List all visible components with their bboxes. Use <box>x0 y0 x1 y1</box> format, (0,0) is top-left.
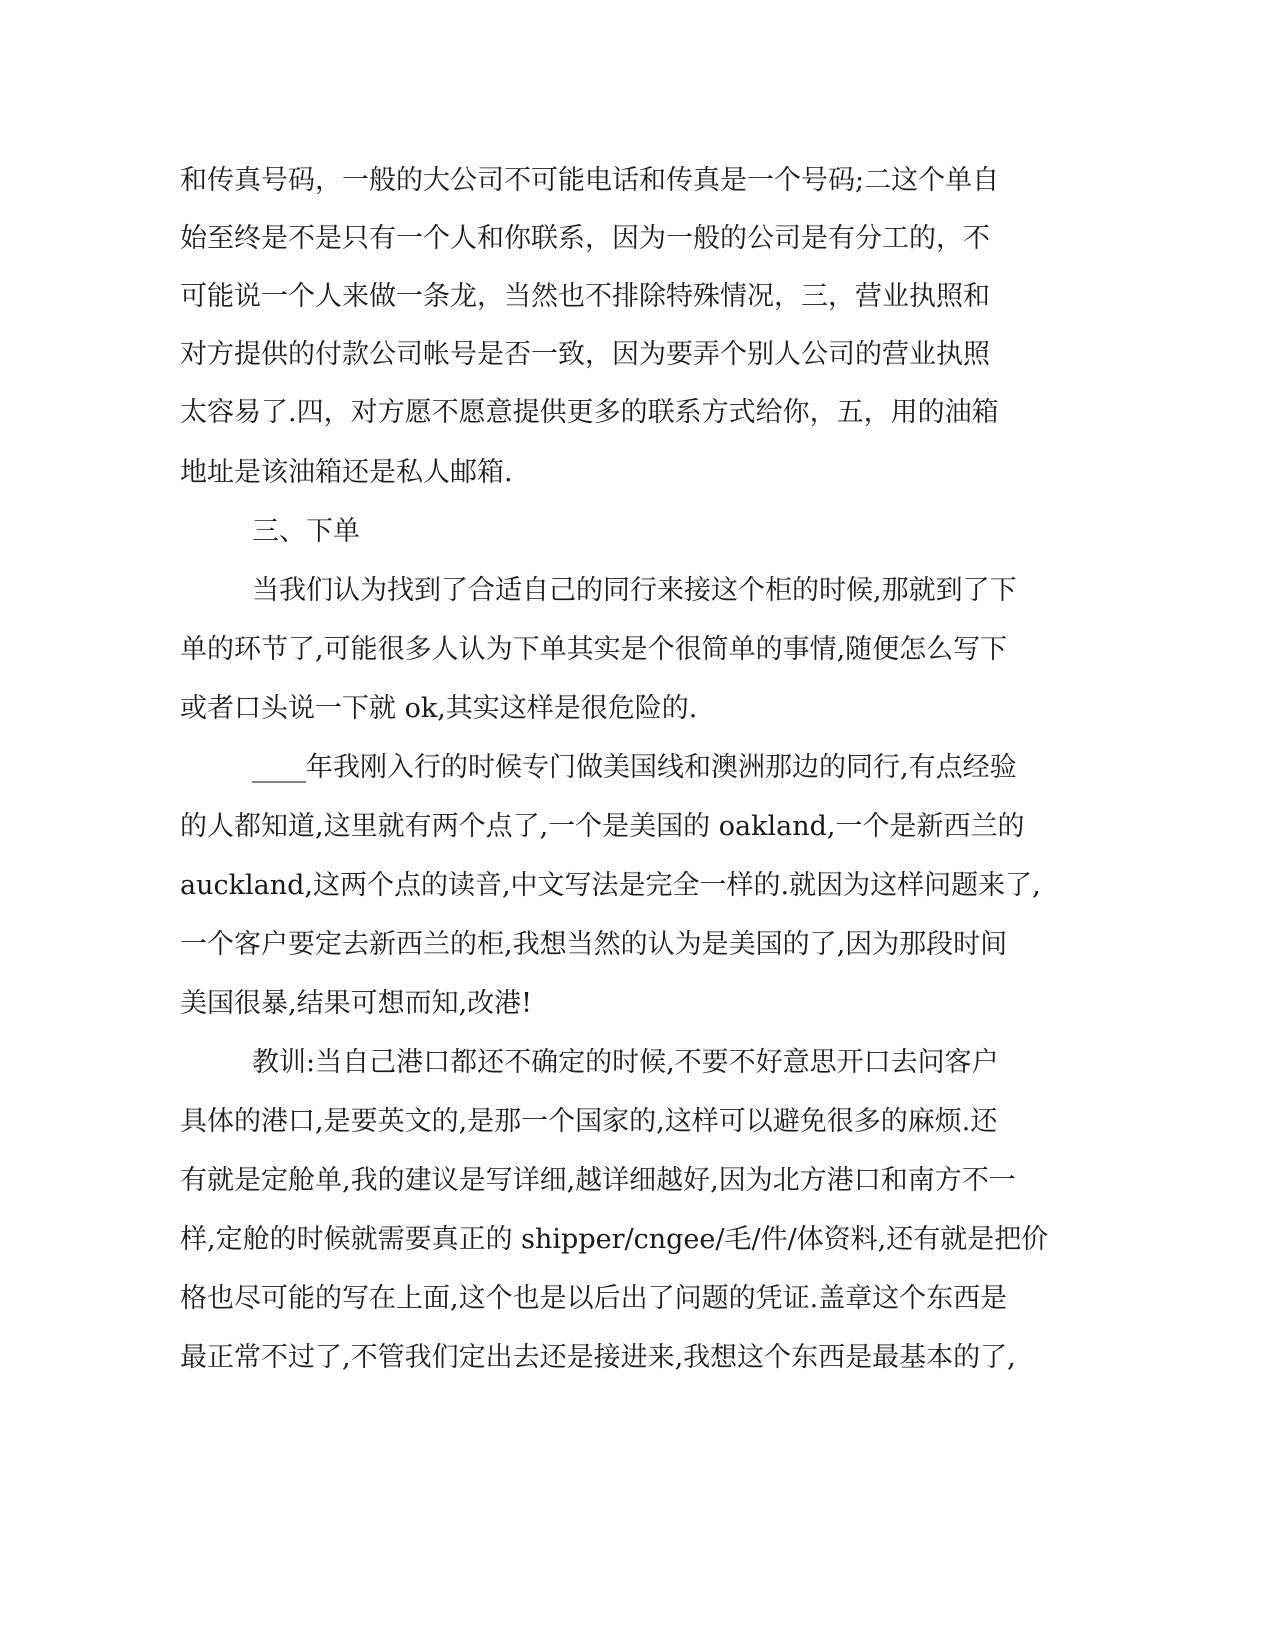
text-line-9: 单的环节了,可能很多人认为下单其实是个很简单的事情,随便怎么写下 <box>180 634 1008 665</box>
text-line-18: 有就是定舱单,我的建议是写详细,越详细越好,因为北方港口和南方不一 <box>180 1165 1016 1196</box>
text-line-4: 对方提供的付款公司帐号是否一致，因为要弄个别人公司的营业执照 <box>180 339 990 370</box>
text-line-3: 可能说一个人来做一条龙，当然也不排除特殊情况，三，营业执照和 <box>180 281 990 312</box>
text-line-16: 教训:当自己港口都还不确定的时候,不要不好意思开口去问客户 <box>252 1047 999 1078</box>
text-line-19: 样,定舱的时候就需要真正的 shipper/cngee/毛/件/体资料,还有就是把价 <box>180 1224 1049 1255</box>
text-line-12: 的人都知道,这里就有两个点了,一个是美国的 oakland,一个是新西兰的 <box>180 811 1025 842</box>
text-line-15: 美国很暴,结果可想而知,改港! <box>180 988 533 1019</box>
text-line-1: 和传真号码，一般的大公司不可能电话和传真是一个号码;二这个单自 <box>180 165 1000 196</box>
text-line-5: 太容易了.四，对方愿不愿意提供更多的联系方式给你，五，用的油箱 <box>180 397 999 428</box>
text-line-21: 最正常不过了,不管我们定出去还是接进来,我想这个东西是最基本的了, <box>180 1342 1016 1373</box>
text-line-10: 或者口头说一下就 ok,其实这样是很危险的. <box>180 693 698 724</box>
text-line-20: 格也尽可能的写在上面,这个也是以后出了问题的凭证.盖章这个东西是 <box>180 1283 1008 1314</box>
text-line-6: 地址是该油箱还是私人邮箱. <box>180 457 513 488</box>
text-line-2: 始至终是不是只有一个人和你联系，因为一般的公司是有分工的，不 <box>180 223 990 254</box>
text-line-8: 当我们认为找到了合适自己的同行来接这个柜的时候,那就到了下 <box>252 575 1017 606</box>
text-line-17: 具体的港口,是要英文的,是那一个国家的,这样可以避免很多的麻烦.还 <box>180 1106 998 1137</box>
text-line-11: ____年我刚入行的时候专门做美国线和澳洲那边的同行,有点经验 <box>252 752 1017 783</box>
section-heading: 三、下单 <box>252 516 360 547</box>
text-line-13: auckland,这两个点的读音,中文写法是完全一样的.就因为这样问题来了, <box>180 870 1041 901</box>
text-line-14: 一个客户要定去新西兰的柜,我想当然的认为是美国的了,因为那段时间 <box>180 929 1008 960</box>
